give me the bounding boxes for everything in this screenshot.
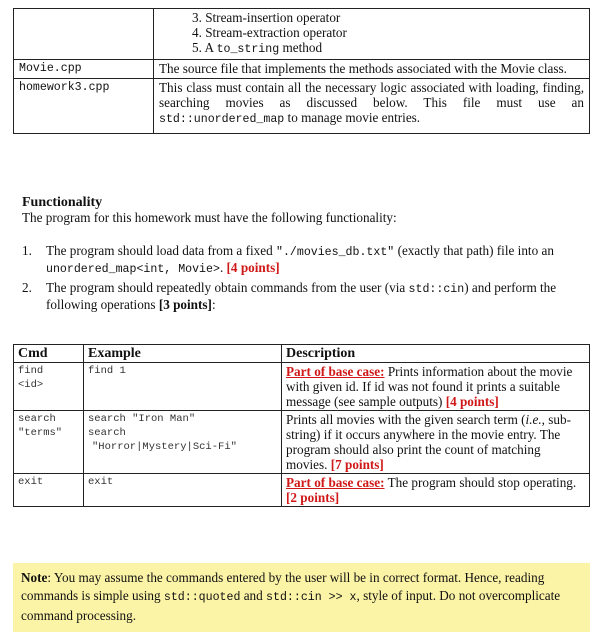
example-cell: find 1 — [84, 363, 282, 411]
functionality-section — [22, 195, 588, 315]
example-cell: exit — [84, 474, 282, 507]
base-case-label: Part of base case: — [286, 364, 385, 379]
command-cell: exit — [14, 474, 84, 507]
note-text: , style of input. Do not overcomplicate command processing. — [21, 588, 561, 623]
section-intro: The program for this homework must have the following functionality: — [22, 210, 397, 225]
method-text: method — [282, 40, 323, 55]
method-item — [192, 40, 584, 57]
note-box — [13, 563, 590, 632]
req-text: . — [219, 260, 224, 275]
req-text: ) and perform the following operations — [46, 280, 557, 312]
desc-text: The program should stop operating. — [387, 475, 577, 490]
note-label: Note — [21, 570, 48, 585]
method-text: A — [204, 40, 214, 55]
header-cmd: Cmd — [14, 345, 84, 363]
method-item — [192, 25, 584, 40]
method-item — [192, 10, 584, 25]
req-text: The program should repeatedly obtain commands from the user (via — [46, 280, 406, 295]
command-arg: <id> — [18, 379, 44, 391]
header-description: Description — [282, 345, 590, 363]
file-row — [14, 60, 590, 79]
header-row — [14, 345, 590, 363]
requirement-number: 1. — [22, 243, 32, 258]
file-description: The source file that implements the methods associated with the Movie class. — [154, 60, 590, 79]
example-line: search "Iron Man" — [88, 413, 196, 425]
files-table — [13, 8, 590, 134]
desc-text: This class must contain all the necessary logic associated with loading, finding, searching movies as discussed below. This file must use an — [159, 80, 584, 110]
example-line: search — [88, 427, 126, 439]
description-cell — [282, 411, 590, 474]
method-number: 3. — [192, 10, 202, 25]
command-row-search — [14, 411, 590, 474]
file-name: homework3.cpp — [14, 79, 154, 134]
description-cell — [282, 474, 590, 507]
req-text: The program should load data from a fixed — [46, 243, 273, 258]
base-case-label: Part of base case: — [286, 475, 385, 490]
note-text: and — [243, 588, 263, 603]
command-name: search — [18, 413, 56, 425]
req-code: unordered_map<int, Movie> — [46, 263, 220, 276]
points-badge: [2 points] — [286, 490, 340, 505]
requirement-item — [22, 280, 588, 312]
description-cell — [282, 363, 590, 411]
method-number: 5. — [192, 40, 202, 55]
desc-text: Prints all movies with the given search term ( — [286, 412, 526, 427]
method-code: to_string — [216, 43, 280, 56]
desc-text: sub-string) if it occurs anywhere in the movie entry. The program should also print the count of matching movies. — [286, 412, 571, 472]
requirement-number: 2. — [22, 280, 32, 295]
command-row-exit — [14, 474, 590, 507]
desc-text: Prints information about the movie with given id. If id was not found it prints a suitable message (see sample outputs) — [286, 364, 573, 409]
points-badge: [4 points] — [226, 260, 280, 275]
req-code: std::cin — [408, 283, 465, 296]
method-number: 4. — [192, 25, 202, 40]
command-cell — [14, 363, 84, 411]
command-row-find — [14, 363, 590, 411]
methods-list — [159, 10, 584, 57]
desc-code: std::unordered_map — [159, 113, 285, 126]
command-cell — [14, 411, 84, 474]
header-example: Example — [84, 345, 282, 363]
example-cell — [84, 411, 282, 474]
desc-text: i.e., — [525, 412, 545, 427]
commands-table — [13, 344, 590, 507]
req-text: : — [211, 297, 216, 312]
file-name: Movie.cpp — [14, 60, 154, 79]
example-line: "Horror|Mystery|Sci-Fi" — [92, 441, 237, 453]
methods-cell — [154, 9, 590, 60]
note-code: std::quoted — [163, 591, 241, 604]
requirements-list — [22, 243, 588, 312]
req-code: "./movies_db.txt" — [275, 246, 395, 259]
points-badge: [3 points] — [158, 297, 212, 312]
points-badge: [7 points] — [330, 457, 384, 472]
file-description — [154, 79, 590, 134]
command-arg: "terms" — [18, 427, 63, 439]
file-row — [14, 79, 590, 134]
desc-text: to manage movie entries. — [287, 110, 421, 125]
note-code: std::cin >> x — [266, 591, 357, 604]
method-text: Stream-extraction operator — [205, 25, 347, 40]
empty-cell — [14, 9, 154, 60]
methods-row — [14, 9, 590, 60]
section-heading: Functionality — [22, 195, 103, 210]
requirement-item — [22, 243, 588, 277]
points-badge: [4 points] — [445, 394, 499, 409]
note-text: : You may assume the commands entered by the user will be in correct format. Hence, reading commands is simple using — [21, 570, 545, 603]
method-text: Stream-insertion operator — [205, 10, 341, 25]
req-text: (exactly that path) file into an — [397, 243, 554, 258]
command-name: find — [18, 365, 44, 377]
